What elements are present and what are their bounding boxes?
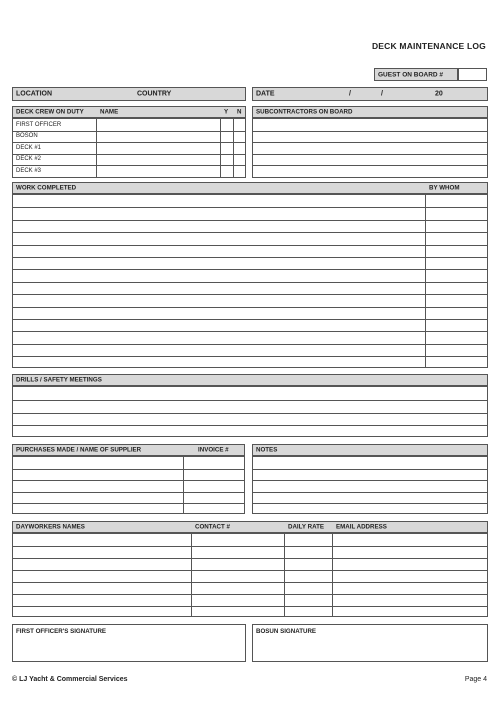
subcontractors-header	[252, 106, 488, 118]
drills-header	[12, 374, 488, 386]
notes-label: NOTES	[256, 446, 278, 454]
date-slash-2: /	[381, 90, 383, 98]
guest-on-board-text: GUEST ON BOARD #	[378, 71, 444, 78]
contact-label: CONTACT #	[195, 523, 230, 531]
by-whom-label: BY WHOM	[429, 184, 460, 192]
subcontractors-body[interactable]	[252, 118, 488, 178]
work-completed-header	[12, 182, 488, 194]
bosun-signature-box[interactable]	[252, 624, 488, 662]
first-officer-signature-box[interactable]	[12, 624, 246, 662]
location-bar[interactable]	[12, 87, 246, 101]
guest-on-board-field[interactable]	[458, 68, 487, 81]
date-year: 20	[435, 90, 443, 98]
deck-crew-body	[12, 118, 246, 178]
email-address-label: EMAIL ADDRESS	[336, 523, 387, 531]
dayworkers-body[interactable]	[12, 533, 488, 617]
date-bar[interactable]	[252, 87, 488, 101]
deck-crew-header	[12, 106, 246, 118]
work-completed-label: WORK COMPLETED	[16, 184, 77, 192]
purchases-body[interactable]	[12, 456, 245, 514]
crew-role-deck-2: DECK #2	[16, 156, 42, 163]
purchases-header	[12, 444, 245, 456]
crew-y-header: Y	[224, 108, 229, 116]
dayworkers-names-label: DAYWORKERS NAMES	[16, 523, 85, 531]
country-label: COUNTRY	[137, 90, 172, 98]
crew-role-first-officer: FIRST OFFICER	[16, 121, 62, 128]
deck-crew-header-label: DECK CREW ON DUTY	[16, 108, 84, 116]
page-title: DECK MAINTENANCE LOG	[371, 41, 486, 51]
guest-on-board-label	[374, 68, 458, 81]
crew-role-deck-3: DECK #3	[16, 167, 42, 174]
invoice-label: INVOICE #	[198, 446, 229, 454]
footer-copyright: © LJ Yacht & Commercial Services	[12, 676, 128, 683]
work-completed-table	[12, 182, 488, 368]
notes-body[interactable]	[252, 456, 488, 514]
purchases-label: PURCHASES MADE / NAME OF SUPPLIER	[16, 446, 142, 454]
crew-role-boson: BOSON	[16, 133, 38, 140]
date-label: DATE	[256, 90, 275, 98]
bosun-signature-label: BOSUN SIGNATURE	[256, 628, 317, 635]
subcontractors-table	[252, 106, 488, 178]
drills-body[interactable]	[12, 386, 488, 437]
crew-name-header: NAME	[100, 108, 119, 116]
date-slash-1: /	[349, 90, 351, 98]
drills-table	[12, 374, 488, 437]
dayworkers-table	[12, 521, 488, 617]
crew-role-deck-1: DECK #1	[16, 144, 42, 151]
subcontractors-label: SUBCONTRACTORS ON BOARD	[256, 108, 353, 116]
deck-crew-table	[12, 106, 246, 178]
location-label: LOCATION	[16, 90, 53, 98]
dayworkers-header	[12, 521, 488, 533]
daily-rate-label: DAILY RATE	[288, 523, 324, 531]
purchases-table	[12, 444, 245, 514]
first-officer-signature-label: FIRST OFFICER'S SIGNATURE	[16, 628, 107, 635]
notes-header	[252, 444, 488, 456]
drills-label: DRILLS / SAFETY MEETINGS	[16, 376, 102, 384]
notes-table	[252, 444, 488, 514]
crew-n-header: N	[237, 108, 242, 116]
page-number: Page 4	[464, 676, 487, 683]
work-completed-body[interactable]	[12, 194, 488, 368]
